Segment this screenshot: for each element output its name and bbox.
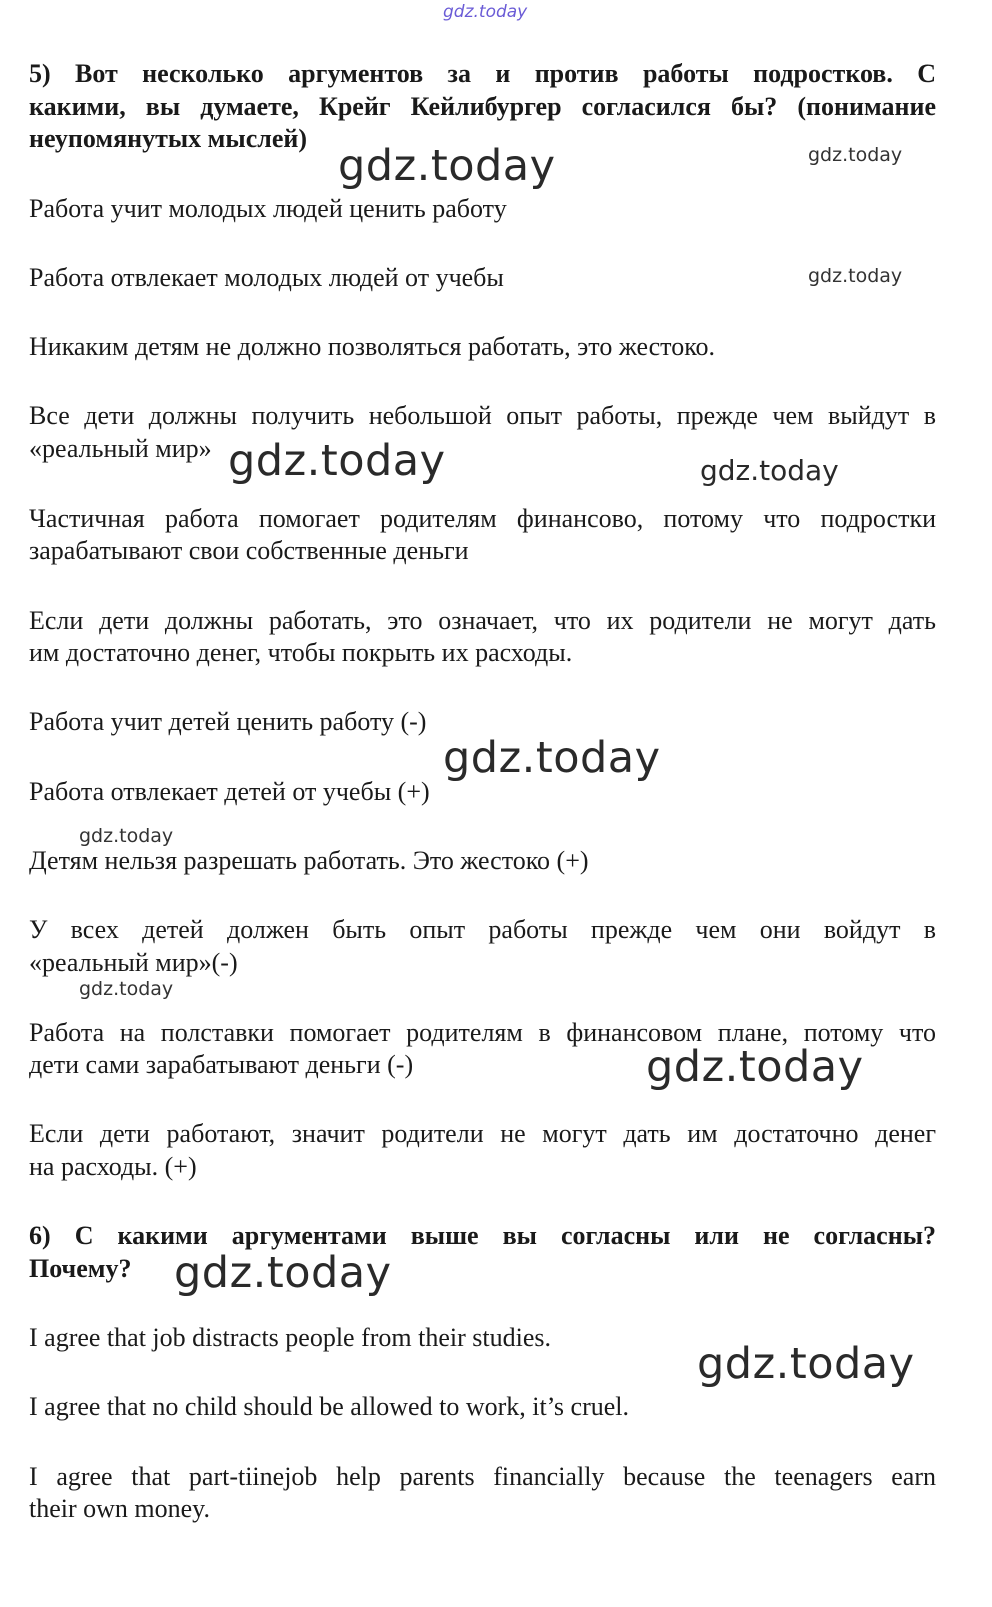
english-answer-3-line-1: I agree that part-tiinejob help parents financially because the teenagers earn [29,1462,936,1491]
argument-5-line-1: Частичная работа помогает родителям финансово, потому что подростки [29,504,936,533]
task5-title-line-1: 5) Вот несколько аргументов за и против работы подростков. С [29,59,936,88]
watermark-3: gdz.today [808,265,903,287]
task5-title-line-2: какими, вы думаете, Крейг Кейлибургер согласился бы? (понимание [29,92,936,121]
site-watermark-top: gdz.today [443,2,528,22]
task6-title-line-2: Почему? [29,1254,132,1283]
argument-2: Работа отвлекает молодых людей от учебы [29,263,504,292]
english-answer-2: I agree that no child should be allowed to work, it’s cruel. [29,1392,630,1421]
watermark-10: gdz.today [174,1248,392,1298]
watermark-11: gdz.today [697,1339,915,1389]
answer-4-line-1: У всех детей должен быть опыт работы прежде чем они войдут в [29,915,936,944]
answer-5-line-1: Работа на полставки помогает родителям в финансовом плане, потому что [29,1018,936,1047]
watermark-4: gdz.today [228,436,446,486]
argument-6-line-1: Если дети должны работать, это означает, что их родители не могут дать [29,606,936,635]
argument-3: Никаким детям не должно позволяться работать, это жестоко. [29,332,716,361]
watermark-2: gdz.today [808,144,903,166]
task5-title-line-3: неупомянутых мыслей) [29,124,308,153]
argument-4-line-2: «реальный мир» [29,434,212,463]
english-answer-1: I agree that job distracts people from their studies. [29,1323,552,1352]
watermark-9: gdz.today [646,1042,864,1092]
watermark-5: gdz.today [700,454,839,487]
answer-4-line-2: «реальный мир»(-) [29,948,238,977]
watermark-8: gdz.today [79,978,174,1000]
answer-3: Детям нельзя разрешать работать. Это жестоко (+) [29,846,589,875]
english-answer-3-line-2: their own money. [29,1494,210,1523]
answer-6-line-1: Если дети работают, значит родители не могут дать им достаточно денег [29,1119,936,1148]
watermark-1: gdz.today [338,141,556,191]
answer-6-line-2: на расходы. (+) [29,1152,197,1181]
watermark-7: gdz.today [79,825,174,847]
answer-5-line-2: дети сами зарабатывают деньги (-) [29,1050,414,1079]
answer-1: Работа учит детей ценить работу (-) [29,707,427,736]
task6-title-line-1: 6) С какими аргументами выше вы согласны или не согласны? [29,1221,936,1250]
argument-4-line-1: Все дети должны получить небольшой опыт работы, прежде чем выйдут в [29,401,936,430]
argument-1: Работа учит молодых людей ценить работу [29,194,507,223]
argument-6-line-2: им достаточно денег, чтобы покрыть их расходы. [29,638,573,667]
argument-5-line-2: зарабатывают свои собственные деньги [29,536,469,565]
answer-2: Работа отвлекает детей от учебы (+) [29,777,430,806]
watermark-6: gdz.today [443,733,661,783]
